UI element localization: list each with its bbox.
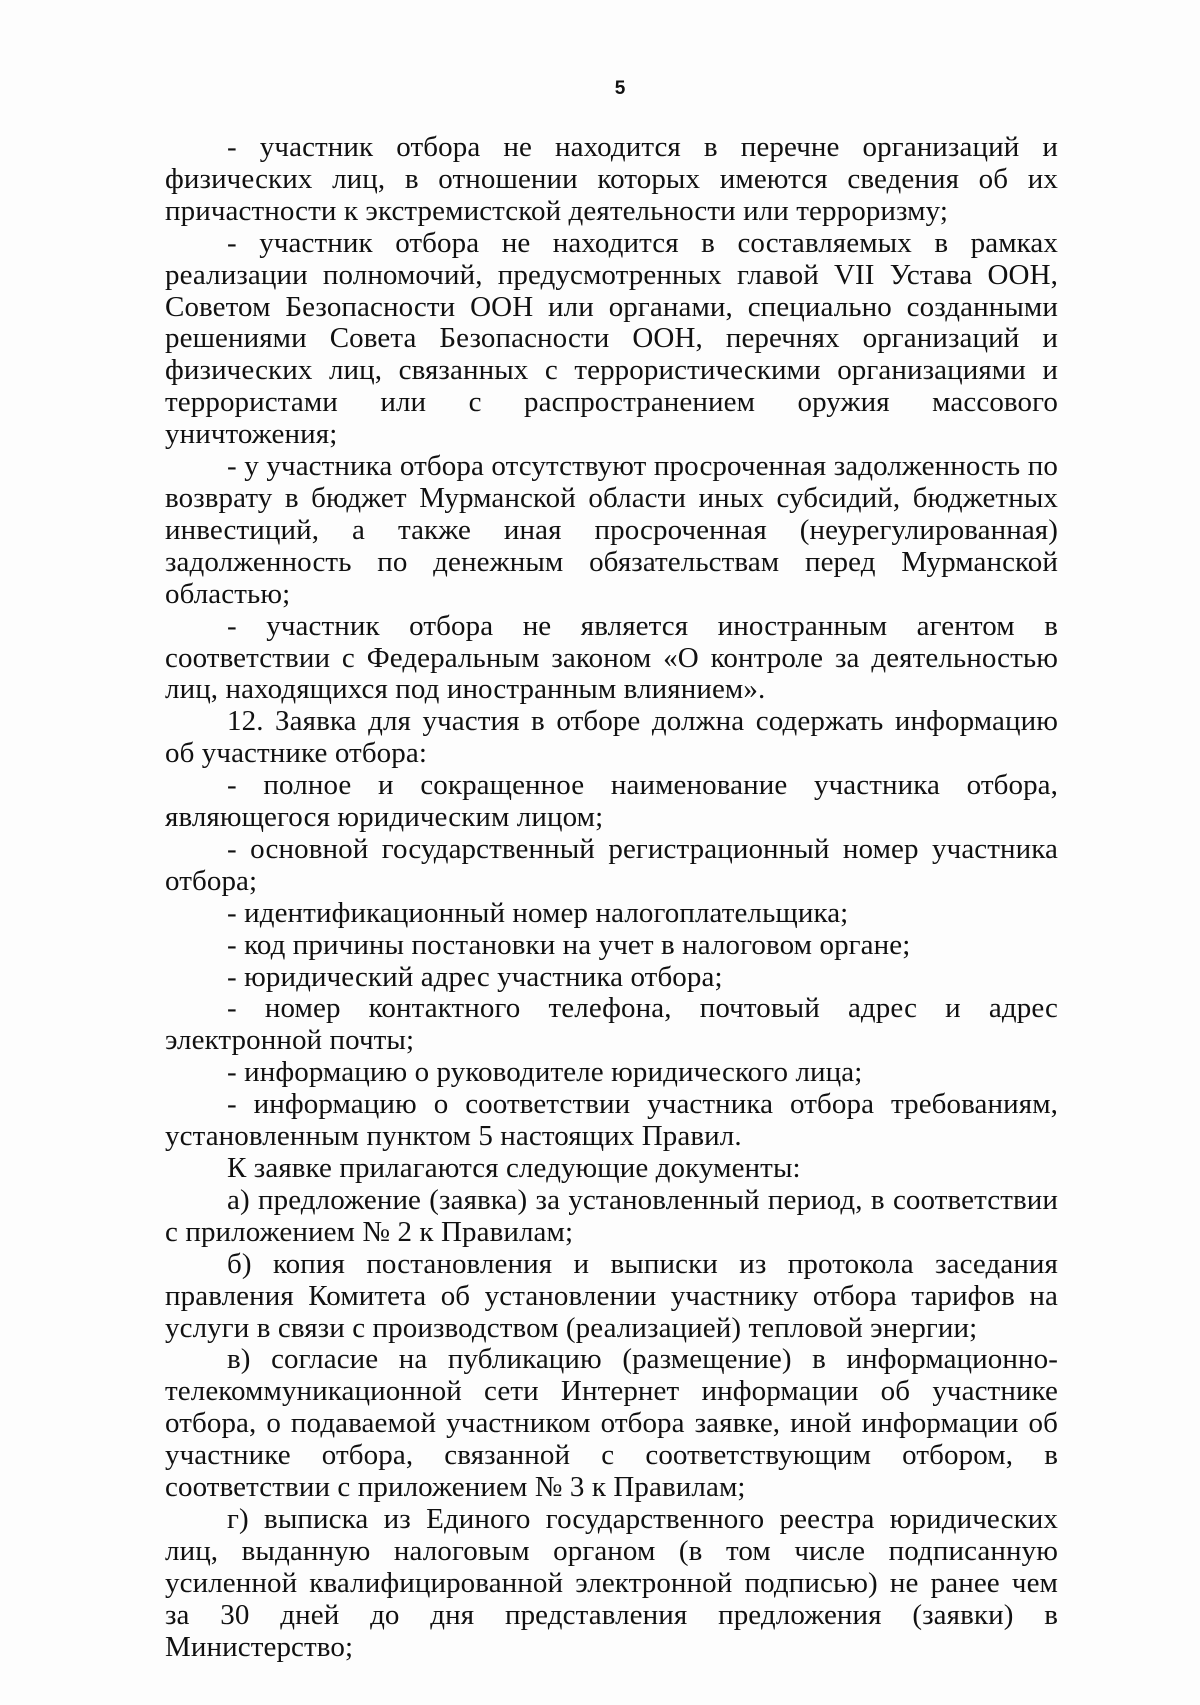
paragraph: - у участника отбора отсутствуют просроченная задолженность по возврату в бюджет Мурманской области иных субсидий, бюджетных инвестиций, а также иная просроченная (неурегулированная) задолженность по денежным обязательствам перед Мурманской областью; bbox=[165, 450, 1058, 610]
paragraph: - участник отбора не находится в составляемых в рамках реализации полномочий, предусмотренных главой VII Устава ООН, Советом Безопасности ООН или органами, специально созданными решениями Совета Безопасности ООН, перечнях организаций и физических лиц, связанных с террористическими организациями и террористами или с распространением оружия массового уничтожения; bbox=[165, 226, 1058, 451]
paragraph: б) копия постановления и выписки из протокола заседания правления Комитета об установлении участнику отбора тарифов на услуги в связи с производством (реализацией) тепловой энергии; bbox=[165, 1247, 1058, 1344]
paragraph: - основной государственный регистрационный номер участника отбора; bbox=[165, 832, 1058, 897]
page-number: 5 bbox=[614, 78, 626, 99]
paragraph: - полное и сокращенное наименование участника отбора, являющегося юридическим лицом; bbox=[165, 769, 1058, 834]
paragraph: - идентификационный номер налогоплательщика; bbox=[227, 896, 849, 929]
paragraph: 12. Заявка для участия в отборе должна содержать информацию об участнике отбора: bbox=[165, 705, 1058, 770]
paragraph: - участник отбора не находится в перечне организаций и физических лиц, в отношении которых имеются сведения об их причастности к экстремистской деятельности или терроризму; bbox=[165, 131, 1058, 227]
paragraph: - юридический адрес участника отбора; bbox=[227, 960, 723, 993]
document-body bbox=[165, 132, 1058, 1664]
paragraph: а) предложение (заявка) за установленный период, в соответствии с приложением № 2 к Правилам; bbox=[165, 1183, 1058, 1248]
paragraph: - информацию о руководителе юридического лица; bbox=[227, 1056, 863, 1089]
paragraph: - номер контактного телефона, почтовый адрес и адрес электронной почты; bbox=[165, 992, 1058, 1057]
paragraph: - информацию о соответствии участника отбора требованиям, установленным пунктом 5 настоящих Правил. bbox=[165, 1088, 1058, 1153]
paragraph: - участник отбора не является иностранным агентом в соответствии с Федеральным законом «О контроле за деятельностью лиц, находящихся под иностранным влиянием». bbox=[165, 609, 1058, 706]
paragraph: - код причины постановки на учет в налоговом органе; bbox=[227, 928, 911, 961]
paragraph: г) выписка из Единого государственного реестра юридических лиц, выданную налоговым органом (в том числе подписанную усиленной квалифицированной электронной подписью) не ранее чем за 30 дней до дня представления предложения (заявки) в Министерство; bbox=[165, 1502, 1058, 1663]
paragraph: К заявке прилагаются следующие документы: bbox=[227, 1152, 801, 1184]
paragraph: в) согласие на публикацию (размещение) в информационно-телекоммуникационной сети Интернет информации об участнике отбора, о подаваемой участником отбора заявке, иной информации об участнике отбора, связанной с соответствующим отбором, в соответствии с приложением № 3 к Правилам; bbox=[165, 1343, 1058, 1504]
